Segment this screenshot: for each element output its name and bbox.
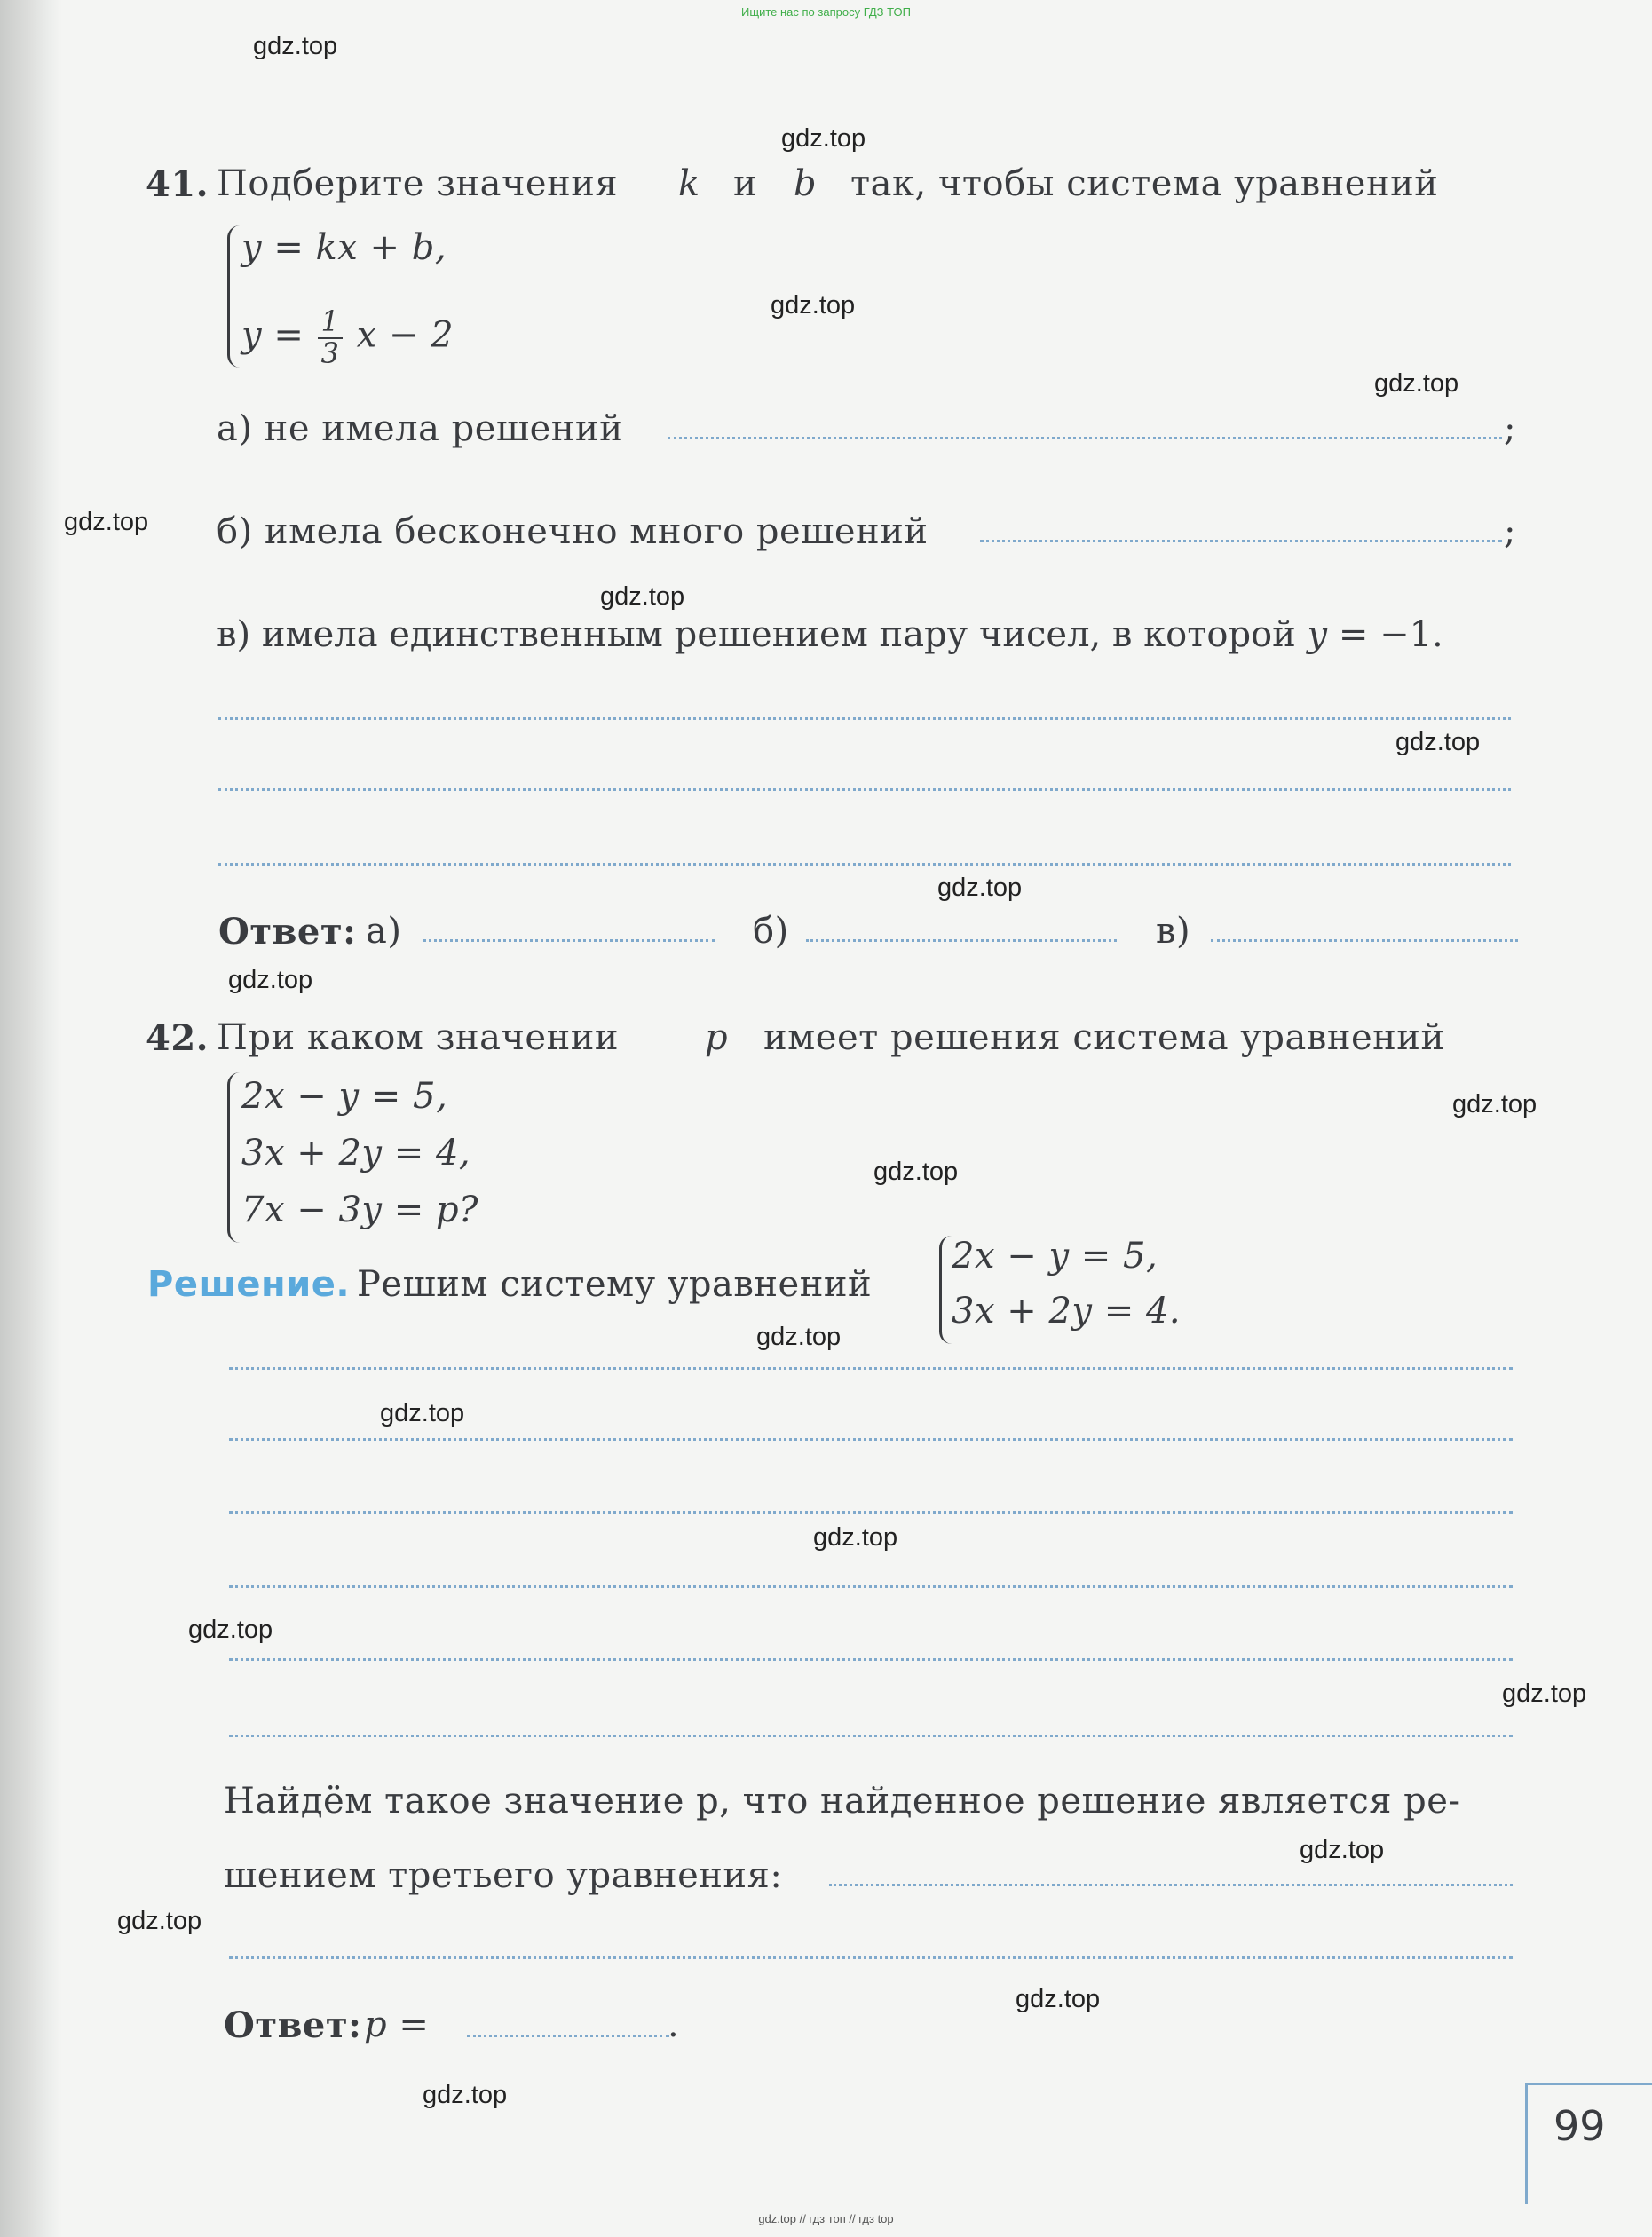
- watermark: gdz.top: [117, 1907, 202, 1935]
- answer-line: [829, 1884, 1513, 1886]
- watermark: gdz.top: [188, 1616, 273, 1644]
- answer-b-line: [806, 939, 1117, 942]
- item-v: в) имела единственным решением пару чисел, в которой y = −1.: [217, 614, 1443, 655]
- answer-line: [229, 1438, 1513, 1441]
- page-number: 99: [1553, 2102, 1606, 2150]
- task-text: Подберите значения: [217, 163, 619, 204]
- watermark: gdz.top: [1300, 1836, 1385, 1864]
- equation: 3x + 2y = 4,: [241, 1133, 471, 1174]
- answer-b-label: б): [753, 911, 789, 952]
- equation: 2x − y = 5,: [241, 1076, 448, 1117]
- system-brace: [227, 225, 242, 368]
- answer-variable: p =: [364, 2004, 430, 2045]
- variable-b: b: [794, 163, 818, 204]
- watermark: gdz.top: [64, 508, 149, 536]
- task-text: и: [733, 163, 758, 204]
- answer-a-label: а): [366, 911, 402, 952]
- equation: 7x − 3y = p?: [241, 1190, 478, 1230]
- watermark: gdz.top: [1374, 369, 1459, 398]
- watermark: gdz.top: [1395, 728, 1481, 756]
- watermark: gdz.top: [756, 1323, 842, 1351]
- watermark: gdz.top: [423, 2081, 508, 2109]
- answer-line: [218, 717, 1511, 720]
- answer-a-line: [423, 939, 715, 942]
- equation: y = kx + b,: [241, 227, 447, 268]
- header-note: Ищите нас по запросу ГДЗ ТОП: [741, 5, 911, 19]
- answer-line: [229, 1956, 1513, 1959]
- task-number: 41.: [146, 163, 209, 205]
- solution-text: Решим систему уравнений: [357, 1264, 873, 1305]
- variable-p: p: [705, 1017, 729, 1058]
- answer-line: [467, 2035, 669, 2037]
- find-text-line1: Найдём такое значение p, что найденное решение является ре-: [224, 1781, 1461, 1822]
- task-text: При каком значении: [217, 1017, 620, 1058]
- equation: 3x + 2y = 4.: [952, 1291, 1182, 1332]
- watermark: gdz.top: [600, 582, 685, 611]
- answer-line: [980, 540, 1502, 542]
- watermark: gdz.top: [1452, 1090, 1537, 1118]
- answer-line: [229, 1511, 1513, 1514]
- answer-line: [218, 788, 1511, 791]
- solution-label: Решение.: [147, 1264, 351, 1305]
- footer-note: gdz.top // гдз топ // гдз top: [758, 2212, 894, 2225]
- watermark: gdz.top: [937, 873, 1023, 902]
- watermark: gdz.top: [228, 966, 313, 994]
- watermark: gdz.top: [813, 1523, 898, 1552]
- answer-period: .: [668, 2004, 680, 2045]
- answer-line: [229, 1658, 1513, 1661]
- answer-line: [229, 1735, 1513, 1737]
- equation: y = $\frac{1}{3}$ x − 2: [241, 304, 454, 370]
- watermark: gdz.top: [873, 1158, 959, 1186]
- book-spine-shadow: [0, 0, 62, 2237]
- find-text-line2: шением третьего уравнения:: [224, 1855, 783, 1896]
- watermark: gdz.top: [781, 124, 866, 153]
- answer-v-label: в): [1156, 911, 1191, 952]
- answer-line: [218, 863, 1511, 866]
- watermark: gdz.top: [1016, 1985, 1101, 2013]
- answer-line: [229, 1367, 1513, 1370]
- task-number: 42.: [146, 1017, 209, 1059]
- variable-k: k: [678, 163, 700, 204]
- task-text: так, чтобы система уравнений: [850, 163, 1439, 204]
- watermark: gdz.top: [771, 291, 856, 320]
- answer-line: [229, 1585, 1513, 1588]
- watermark: gdz.top: [1502, 1680, 1587, 1708]
- semicolon: ;: [1504, 408, 1516, 449]
- watermark: gdz.top: [253, 32, 338, 60]
- task-text: имеет решения система уравнений: [763, 1017, 1445, 1058]
- watermark: gdz.top: [380, 1399, 465, 1427]
- equation: 2x − y = 5,: [952, 1236, 1158, 1277]
- item-a: а) не имела решений: [217, 408, 624, 449]
- system-brace: [227, 1072, 242, 1243]
- answer-line: [668, 437, 1502, 439]
- item-b: б) имела бесконечно много решений: [217, 511, 929, 552]
- answer-label: Ответ:: [218, 911, 357, 953]
- semicolon: ;: [1504, 511, 1516, 552]
- answer-v-line: [1211, 939, 1518, 942]
- fraction-one-third: $\frac{1}{3}$: [318, 307, 344, 368]
- answer-label: Ответ:: [224, 2004, 362, 2046]
